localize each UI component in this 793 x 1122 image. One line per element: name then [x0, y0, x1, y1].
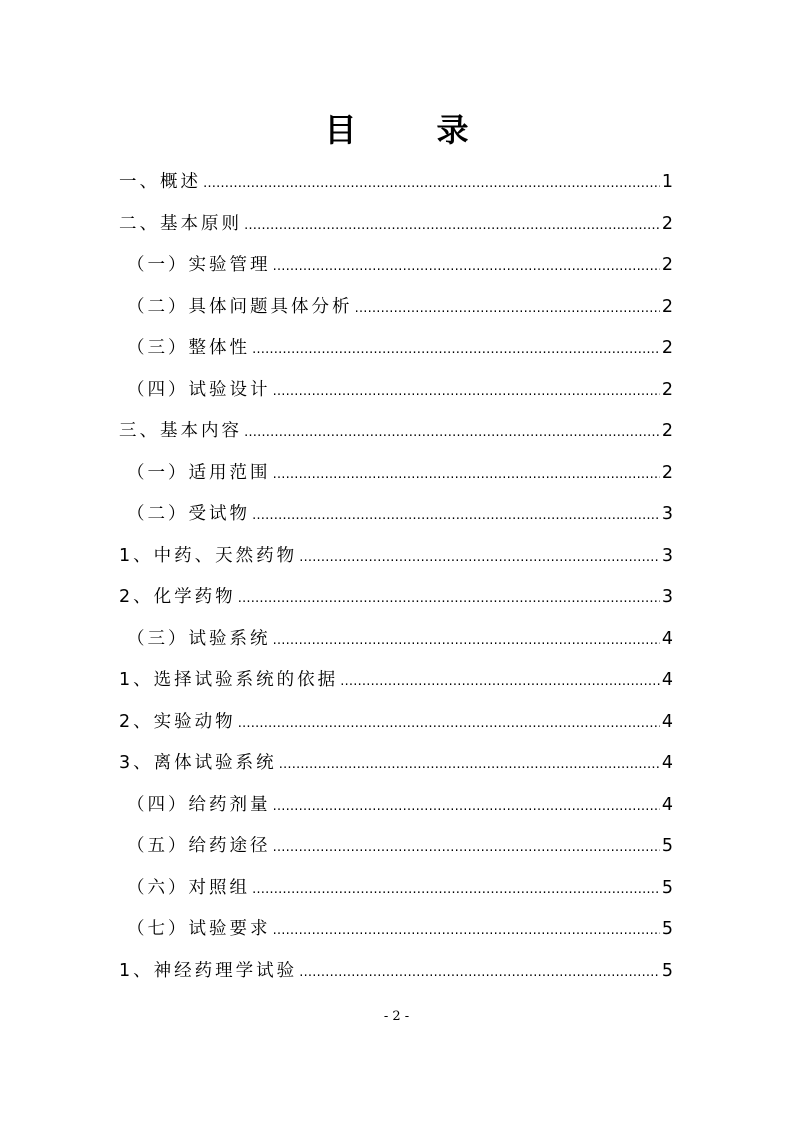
- toc-entry-page-number: 3: [661, 504, 673, 524]
- toc-dot-leader: [279, 744, 660, 786]
- toc-entry[interactable]: [119, 826, 673, 868]
- toc-entry[interactable]: [119, 328, 673, 370]
- toc-entry-label: 3、离体试验系统: [119, 753, 277, 773]
- toc-dot-leader: [273, 620, 660, 662]
- toc-title: [0, 108, 793, 152]
- toc-entry-page-number: 3: [661, 545, 673, 566]
- toc-entry[interactable]: [119, 785, 673, 827]
- toc-entry[interactable]: [119, 287, 673, 329]
- toc-entry[interactable]: [119, 660, 673, 702]
- toc-entry-page-number: 4: [661, 753, 673, 773]
- toc-entry-page-number: 2: [661, 213, 673, 234]
- toc-title-char-1: 目: [324, 111, 357, 149]
- toc-entry-page-number: 4: [661, 711, 673, 732]
- toc-entry-label: 1、中药、天然药物: [119, 545, 298, 566]
- toc-entry-page-number: 2: [661, 296, 673, 317]
- toc-entry[interactable]: [119, 411, 673, 453]
- toc-dot-leader: [340, 661, 660, 703]
- toc-dot-leader: [273, 246, 660, 288]
- toc-dot-leader: [244, 412, 660, 454]
- toc-entry-page-number: 2: [661, 462, 673, 483]
- toc-entry-label: 1、选择试验系统的依据: [119, 670, 339, 690]
- toc-entry-label: （七）试验要求: [127, 919, 271, 939]
- toc-entry-label: （四）试验设计: [127, 379, 271, 400]
- toc-entry-page-number: 3: [661, 587, 673, 607]
- toc-entry-label: 二、基本原则: [119, 213, 242, 234]
- toc-dot-leader: [273, 371, 660, 413]
- toc-dot-leader: [252, 329, 660, 371]
- toc-entry[interactable]: [119, 868, 673, 910]
- toc-entry-page-number: 5: [661, 877, 673, 898]
- toc-dot-leader: [355, 288, 660, 330]
- toc-dot-leader: [238, 578, 660, 620]
- toc-entry-page-number: 2: [661, 379, 673, 400]
- toc-entry-label: （三）整体性: [127, 338, 250, 358]
- toc-dot-leader: [244, 205, 660, 247]
- toc-entry[interactable]: [119, 453, 673, 495]
- toc-entry-label: （二）具体问题具体分析: [127, 296, 353, 317]
- toc-entry-label: 2、化学药物: [119, 587, 236, 607]
- toc-dot-leader: [238, 703, 660, 745]
- toc-entry-label: 1、神经药理学试验: [119, 960, 298, 981]
- toc-entry-page-number: 4: [661, 670, 673, 690]
- toc-entry-label: （二）受试物: [127, 504, 250, 524]
- toc-list: [119, 162, 673, 992]
- toc-entry[interactable]: [119, 536, 673, 578]
- toc-entry[interactable]: [119, 909, 673, 951]
- toc-entry-label: （六）对照组: [127, 877, 250, 898]
- toc-entry-label: （五）给药途径: [127, 836, 271, 856]
- toc-entry-page-number: 2: [661, 255, 673, 275]
- toc-dot-leader: [273, 786, 660, 828]
- toc-entry-page-number: 4: [661, 628, 673, 649]
- toc-dot-leader: [273, 910, 660, 952]
- toc-entry-label: 三、基本内容: [119, 421, 242, 441]
- toc-entry[interactable]: [119, 577, 673, 619]
- toc-entry-label: （三）试验系统: [127, 628, 271, 649]
- toc-entry-page-number: 5: [661, 919, 673, 939]
- toc-entry[interactable]: [119, 370, 673, 412]
- toc-dot-leader: [299, 537, 660, 579]
- toc-entry-page-number: 4: [661, 794, 673, 815]
- toc-entry[interactable]: [119, 494, 673, 536]
- toc-entry-page-number: 2: [661, 338, 673, 358]
- toc-dot-leader: [299, 952, 660, 994]
- toc-entry[interactable]: [119, 951, 673, 993]
- toc-entry-page-number: 5: [661, 960, 673, 981]
- toc-dot-leader: [273, 454, 660, 496]
- toc-entry-page-number: 1: [661, 172, 673, 192]
- toc-entry-label: 一、概述: [119, 172, 201, 192]
- toc-dot-leader: [273, 827, 660, 869]
- toc-entry-label: （四）给药剂量: [127, 794, 271, 815]
- toc-entry-label: （一）实验管理: [127, 255, 271, 275]
- toc-entry[interactable]: [119, 619, 673, 661]
- toc-entry[interactable]: [119, 162, 673, 204]
- toc-entry[interactable]: [119, 245, 673, 287]
- toc-dot-leader: [252, 869, 660, 911]
- toc-dot-leader: [252, 495, 660, 537]
- toc-entry[interactable]: [119, 743, 673, 785]
- toc-dot-leader: [203, 163, 660, 205]
- toc-entry[interactable]: [119, 702, 673, 744]
- toc-entry-page-number: 5: [661, 836, 673, 856]
- toc-entry-label: 2、实验动物: [119, 711, 236, 732]
- toc-entry-page-number: 2: [661, 421, 673, 441]
- toc-entry-label: （一）适用范围: [127, 462, 271, 483]
- toc-entry[interactable]: [119, 204, 673, 246]
- toc-title-char-2: 录: [436, 111, 469, 149]
- page-number: - 2 -: [383, 1009, 410, 1024]
